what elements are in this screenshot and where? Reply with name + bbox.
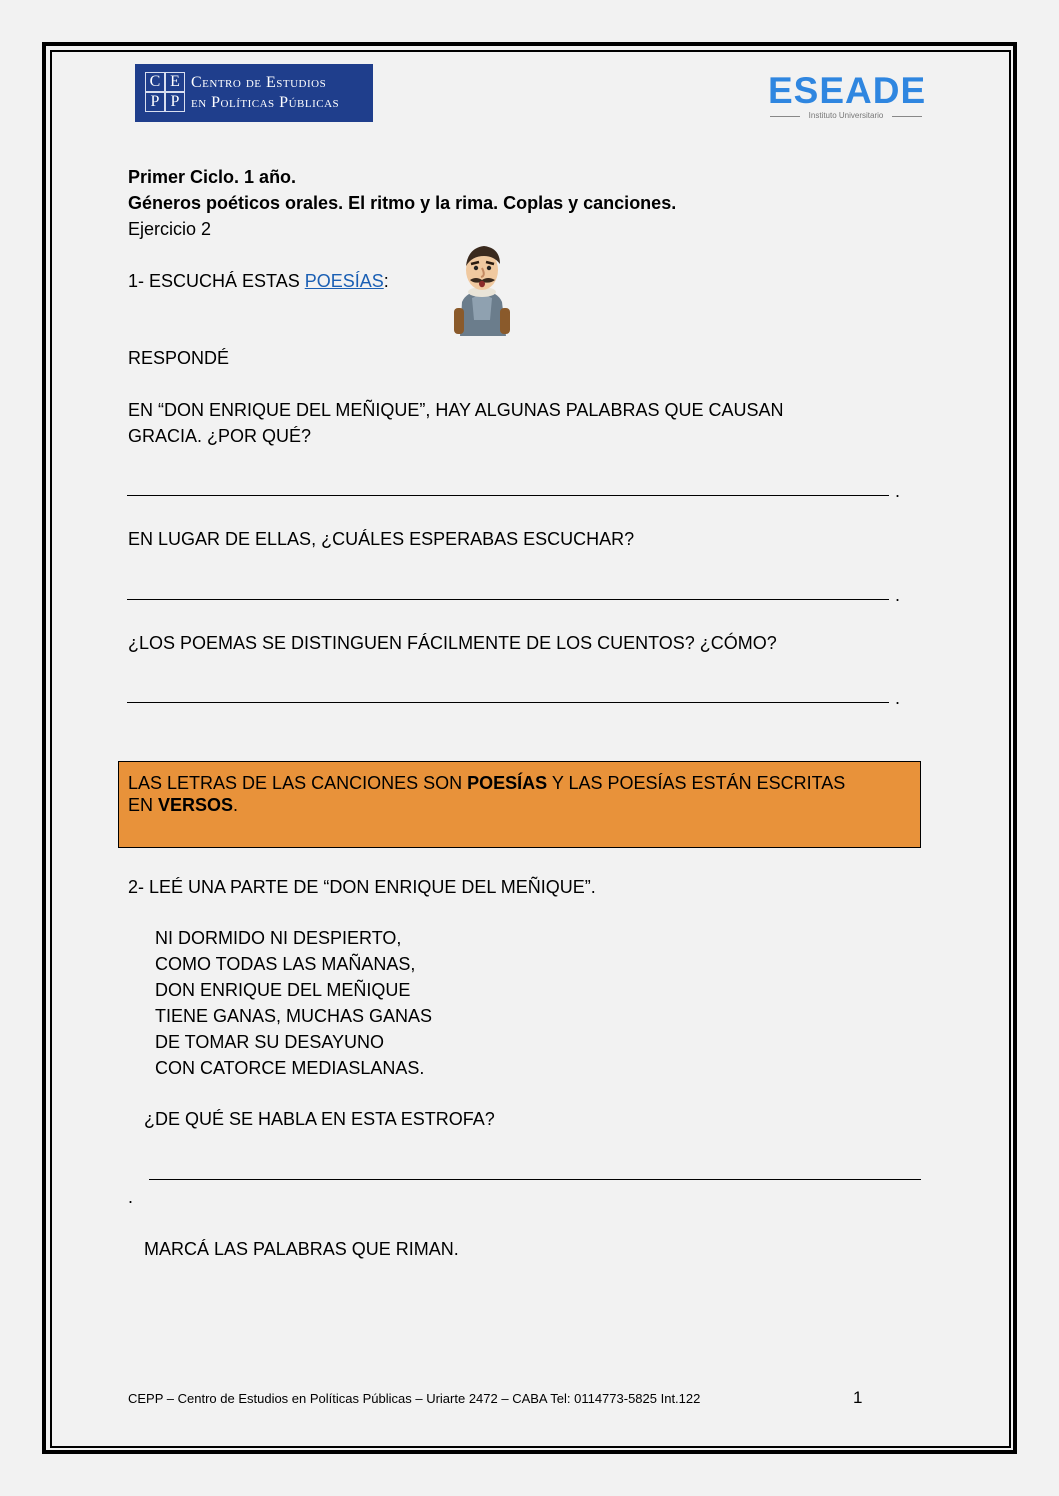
verse-line: CON CATORCE MEDIASLANAS. (155, 1058, 425, 1078)
answer-line-4[interactable] (149, 1179, 921, 1180)
question-4: ¿DE QUÉ SE HABLA EN ESTA ESTROFA? (144, 1109, 495, 1129)
verse-line: TIENE GANAS, MUCHAS GANAS (155, 1006, 433, 1026)
question-1-line-1: EN “DON ENRIQUE DEL MEÑIQUE”, HAY ALGUNAS PALABRAS QUE CAUSAN (128, 400, 784, 420)
definition-line-1 (128, 772, 911, 794)
definition-highlight-box (118, 761, 921, 848)
verse-line: NI DORMIDO NI DESPIERTO, (155, 928, 402, 948)
cepp-logo-text (191, 73, 339, 113)
cycle-heading: Primer Ciclo. 1 año. (128, 167, 297, 187)
poesias-link[interactable]: POESÍAS (304, 271, 384, 291)
answer-line-4-period: . (128, 1187, 134, 1207)
topic-heading: Géneros poéticos orales. El ritmo y la rima. Coplas y canciones. (128, 193, 677, 213)
footer-address: CEPP – Centro de Estudios en Políticas Públicas – Uriarte 2472 – CABA Tel: 0114773-5825 Int.122 (128, 1391, 701, 1406)
definition-bold-versos: VERSOS (158, 795, 234, 815)
instruction-colon: : (383, 271, 389, 291)
definition-text: EN (128, 795, 159, 815)
cepp-letter: C (145, 72, 165, 92)
definition-line-2 (128, 794, 911, 816)
answer-line-3[interactable] (127, 702, 889, 703)
don-enrique-character-illustration (450, 240, 514, 336)
definition-text: LAS LETRAS DE LAS CANCIONES SON (128, 773, 468, 793)
verse-line: DE TOMAR SU DESAYUNO (155, 1032, 385, 1052)
instruction-read: 2- LEÉ UNA PARTE DE “DON ENRIQUE DEL MEÑIQUE”. (128, 877, 596, 897)
question-3: ¿LOS POEMAS SE DISTINGUEN FÁCILMENTE DE LOS CUENTOS? ¿CÓMO? (128, 633, 777, 653)
verse-line: COMO TODAS LAS MAÑANAS, (155, 954, 416, 974)
definition-text: . (233, 795, 239, 815)
question-2: EN LUGAR DE ELLAS, ¿CUÁLES ESPERABAS ESCUCHAR? (128, 529, 635, 549)
definition-text: Y LAS POESÍAS ESTÁN ESCRITAS (547, 773, 846, 793)
eseade-logo-word: ESEADE (768, 70, 927, 111)
eseade-logo (768, 70, 927, 124)
exercise-label: Ejercicio 2 (128, 219, 212, 239)
verse-line: DON ENRIQUE DEL MEÑIQUE (155, 980, 411, 1000)
cepp-logo-line2: en Políticas Públicas (191, 94, 340, 111)
respond-label: RESPONDÉ (128, 348, 230, 368)
eseade-logo-tagline: Instituto Universitario (768, 110, 924, 122)
instruction-listen-text: 1- ESCUCHÁ ESTAS (128, 271, 305, 291)
cepp-logo-mark (145, 72, 185, 112)
cepp-logo (135, 64, 373, 122)
cepp-letter: E (165, 72, 185, 92)
cepp-letter: P (145, 92, 165, 112)
answer-line-1-period: . (895, 481, 901, 501)
page-number: 1 (853, 1388, 863, 1407)
answer-line-3-period: . (895, 688, 901, 708)
definition-bold-poesias: POESÍAS (467, 773, 548, 793)
instruction-listen (128, 270, 389, 292)
answer-line-1[interactable] (127, 495, 889, 496)
answer-line-2-period: . (895, 585, 901, 605)
cepp-logo-line1: Centro de Estudios (191, 74, 327, 91)
question-5: MARCÁ LAS PALABRAS QUE RIMAN. (144, 1239, 459, 1259)
answer-line-2[interactable] (127, 599, 889, 600)
question-1-line-2: GRACIA. ¿POR QUÉ? (128, 426, 312, 446)
cepp-letter: P (165, 92, 185, 112)
